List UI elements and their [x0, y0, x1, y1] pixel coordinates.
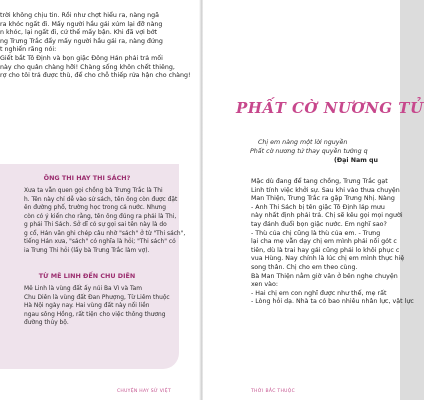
right-paragraph-line: vua Hùng. Nay chính là lúc chị em mình thực hiệ — [251, 255, 405, 263]
left-paragraph-line: rợ cho tôi trả được thù, để cho chỗ thiếp rửa hận cho chàng! — [0, 72, 191, 80]
poem-citation: (Đại Nam qu — [334, 157, 379, 164]
right-paragraph-line: Bà Man Thiện nằm giờ văn ở bên nghe chuyện — [251, 272, 398, 280]
left-paragraph-line: ra khóc ngất đi. Mấy người hầu gái xúm lại đỡ nàng — [0, 20, 163, 28]
right-page-footer: THỜI BẮC THUỘC — [251, 389, 296, 394]
sidebar-line: Hà Nội ngày nay. Hai vùng đất này nối liền — [24, 303, 150, 309]
chapter-title: PHẤT CỜ NƯƠNG TỬ — [236, 99, 424, 117]
sidebar-line: tiếng Hán xưa, "sách" có nghĩa là hỏi; "Thi sách" có — [24, 239, 176, 245]
right-paragraph-line: Man Thiện, Trưng Trắc ra gặp Trưng Nhị. Nàng — [251, 195, 395, 203]
sidebar-line: đường thủy bộ. — [24, 320, 69, 326]
left-paragraph-line: trời không chịu tin. Rồi như chợt hiểu ra, nàng ngã — [0, 12, 160, 19]
sidebar-line: còn có ý kiến cho rằng, tên ông đúng ra phải là Thi, — [24, 213, 177, 220]
sidebar-box — [0, 164, 186, 369]
sidebar-section2-text — [24, 285, 170, 328]
sidebar-line: ngau sông Hồng, rất tiện cho việc thông thương — [24, 311, 166, 318]
poem-line: Chị em nàng một lời nguyền — [258, 139, 348, 146]
left-paragraph-line: này cho quân chàng hỡi! Chàng sống khôn chết thiêng, — [0, 63, 175, 71]
sidebar-line: ia Trưng Thi hỏi (lấy bà Trưng Trắc làm vợ). — [24, 247, 150, 254]
right-paragraph-line: này nhất định phải trả. Chị sẽ kêu gọi mọi người — [251, 212, 403, 220]
right-paragraph-line: lại cha mẹ vẫn dạy chị em mình phải nối gót c — [251, 238, 397, 246]
sidebar-title-thi-sach: ÔNG THI HAY THI SÁCH? — [43, 174, 131, 182]
left-page-body-text — [0, 12, 200, 81]
sidebar-line: Mê Linh là vùng đất ấy núi Ba Vì và Tam — [24, 286, 142, 292]
right-paragraph-line: Mặc dù đang để tang chồng, Trưng Trắc gạt — [251, 178, 388, 185]
poem-line: Phất cờ nương tử thay quyền tướng q — [250, 148, 368, 155]
sidebar-line: Xưa ta vẫn quen gọi chồng bà Trưng Trắc là Thi — [24, 188, 163, 194]
left-page-footer: CHUYỆN HAY SỬ VIỆT — [116, 389, 171, 394]
right-page-body-text — [251, 178, 414, 307]
right-paragraph-line: tiên, dù là trai hay gái cũng phải lo khôi phục c — [251, 246, 400, 254]
right-page — [203, 0, 424, 400]
sidebar-title-me-linh: TỪ MÊ LINH ĐẾN CHU DIÊN — [38, 272, 136, 280]
right-paragraph-line: - Thù của chị cũng là thù của em. - Trưng — [251, 229, 381, 237]
right-paragraph-line: song thân. Chị cho em theo cùng. — [251, 263, 358, 271]
sidebar-section1-text — [24, 187, 185, 255]
sidebar-line: Chu Diên là vùng đất Đan Phượng, Từ Liêm thuộc — [24, 294, 170, 301]
left-paragraph-line: ng Trưng Trắc đẩy mấy người hầu gái ra, nàng đứng — [0, 37, 163, 45]
right-paragraph-line: - Lòng hỏi dạ. Nhà ta có bao nhiêu nhân lực, vật lực — [251, 298, 414, 306]
right-paragraph-line: Linh tính việc khởi sự. Sau khi vào thưa chuyện — [251, 186, 400, 194]
right-paragraph-line: tay đánh đuổi bọn giặc nước. Em nghĩ sao? — [251, 220, 387, 228]
poem-quote — [250, 138, 378, 165]
left-paragraph-line: n khóc, lại ngất đi, cứ thế mấy bận. Khi đã vợi bớt — [0, 29, 158, 37]
sidebar-line: ên đường phố, trường học trong cả nước. Nhưng — [24, 205, 167, 211]
left-page — [0, 0, 201, 400]
sidebar-line: g cổ, Hán văn ghi chép câu nhờ "sách" ở từ "Thi sách", — [24, 230, 186, 237]
right-paragraph-line: - Anh Thi Sách bị tên giặc Tô Định láp mưu — [251, 203, 385, 211]
right-paragraph-line: xen vào: — [251, 281, 278, 289]
left-paragraph-line: t nghiến răng nói: — [0, 46, 57, 54]
sidebar-line: h. Tên này chỉ dễ vào sử sách, tên ông còn được đặt — [24, 196, 178, 203]
sidebar-line: g phải Thi Sách. Sở dĩ có sự gọi sai tên này là do — [24, 222, 167, 228]
right-paragraph-line: - Hai chị em con nghĩ được như thế, mẹ rất — [251, 289, 387, 297]
left-paragraph-line: Giết bắt Tô Định và bọn giặc Đông Hán phải trả mối — [0, 54, 163, 62]
